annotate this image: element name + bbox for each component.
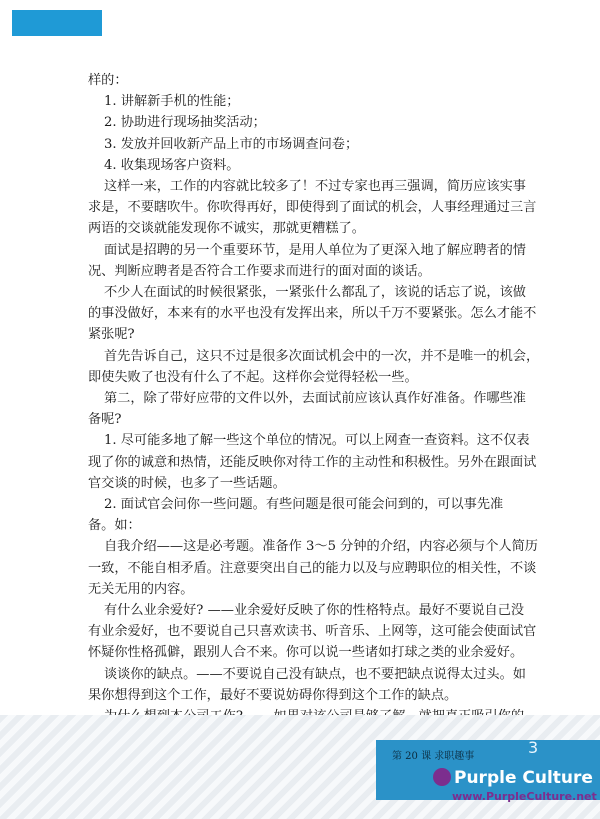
text-line: 求是，不要瞎吹牛。你吹得再好，即使得到了面试的机会，人事经理通过三言 — [88, 200, 537, 216]
text-line: 一致，不能自相矛盾。注意要突出自己的能力以及与应聘职位的相关性，不谈 — [88, 560, 537, 576]
text-line: 无关无用的内容。 — [88, 581, 194, 597]
text-line: 的事没做好，本来有的水平也没有发挥出来，所以千万不要紧张。怎么才能不 — [88, 306, 537, 322]
watermark-url: www.PurpleCulture.net — [452, 790, 597, 803]
text-line: 第二，除了带好应带的文件以外，去面试前应该认真作好准备。作哪些准 — [104, 391, 526, 407]
text-line: 备。如： — [88, 518, 141, 534]
text-line: 1. 讲解新手机的性能； — [104, 94, 240, 110]
header-tab-decoration — [12, 10, 102, 36]
text-line: 自我介绍——这是必考题。准备作 3～5 分钟的介绍，内容必须与个人简历 — [104, 539, 538, 555]
text-line: 3. 发放并回收新产品上市的市场调查问卷； — [104, 136, 359, 152]
watermark-logo: Purple Culture — [454, 768, 593, 788]
chapter-title: 第 20 课 求职趣事 — [392, 751, 475, 762]
text-line: 紧张呢? — [88, 327, 135, 343]
text-line: 1. 尽可能多地了解一些这个单位的情况。可以上网查一查资料。这不仅表 — [104, 433, 530, 449]
text-line: 怀疑你性格孤僻，跟别人合不来。你可以说一些诸如打球之类的业余爱好。 — [88, 645, 524, 661]
text-line: 两语的交谈就能发现你不诚实，那就更糟糕了。 — [88, 221, 365, 237]
text-line: 4. 收集现场客户资料。 — [104, 157, 240, 173]
body-text — [88, 70, 540, 749]
text-line: 面试是招聘的另一个重要环节，是用人单位为了更深入地了解应聘者的情 — [104, 242, 526, 258]
text-line: 现了你的诚意和热情，还能反映你对待工作的主动性和积极性。另外在跟面试 — [88, 454, 537, 470]
text-line: 官交谈的时候，也多了一些话题。 — [88, 475, 286, 491]
text-line: 首先告诉自己，这只不过是很多次面试机会中的一次，并不是唯一的机会， — [104, 348, 540, 364]
text-line: 即使失败了也没有什么了不起。这样你会觉得轻松一些。 — [88, 369, 418, 385]
text-line: 有什么业余爱好? ——业余爱好反映了你的性格特点。最好不要说自己没 — [104, 603, 525, 619]
text-line: 2. 面试官会问你一些问题。有些问题是很可能会问到的，可以事先准 — [104, 497, 504, 513]
text-line: 果你想得到这个工作，最好不要说妨碍你得到这个工作的缺点。 — [88, 687, 458, 703]
page-number: 3 — [528, 738, 539, 757]
text-line: 备呢? — [88, 412, 122, 428]
text-line: 不少人在面试的时候很紧张，一紧张什么都乱了，该说的话忘了说，该做 — [104, 285, 526, 301]
text-line: 样的： — [88, 73, 128, 88]
watermark-logo-icon — [433, 768, 451, 786]
text-line: 谈谈你的缺点。——不要说自己没有缺点，也不要把缺点说得太过头。如 — [104, 666, 526, 682]
text-line: 有业余爱好，也不要说自己只喜欢读书、听音乐、上网等，这可能会使面试官 — [88, 624, 537, 640]
text-line: 2. 协助进行现场抽奖活动； — [104, 115, 266, 131]
text-line: 这样一来，工作的内容就比较多了！不过专家也再三强调，简历应该实事 — [104, 179, 526, 195]
text-line: 况、判断应聘者是否符合工作要求而进行的面对面的谈话。 — [88, 263, 431, 279]
